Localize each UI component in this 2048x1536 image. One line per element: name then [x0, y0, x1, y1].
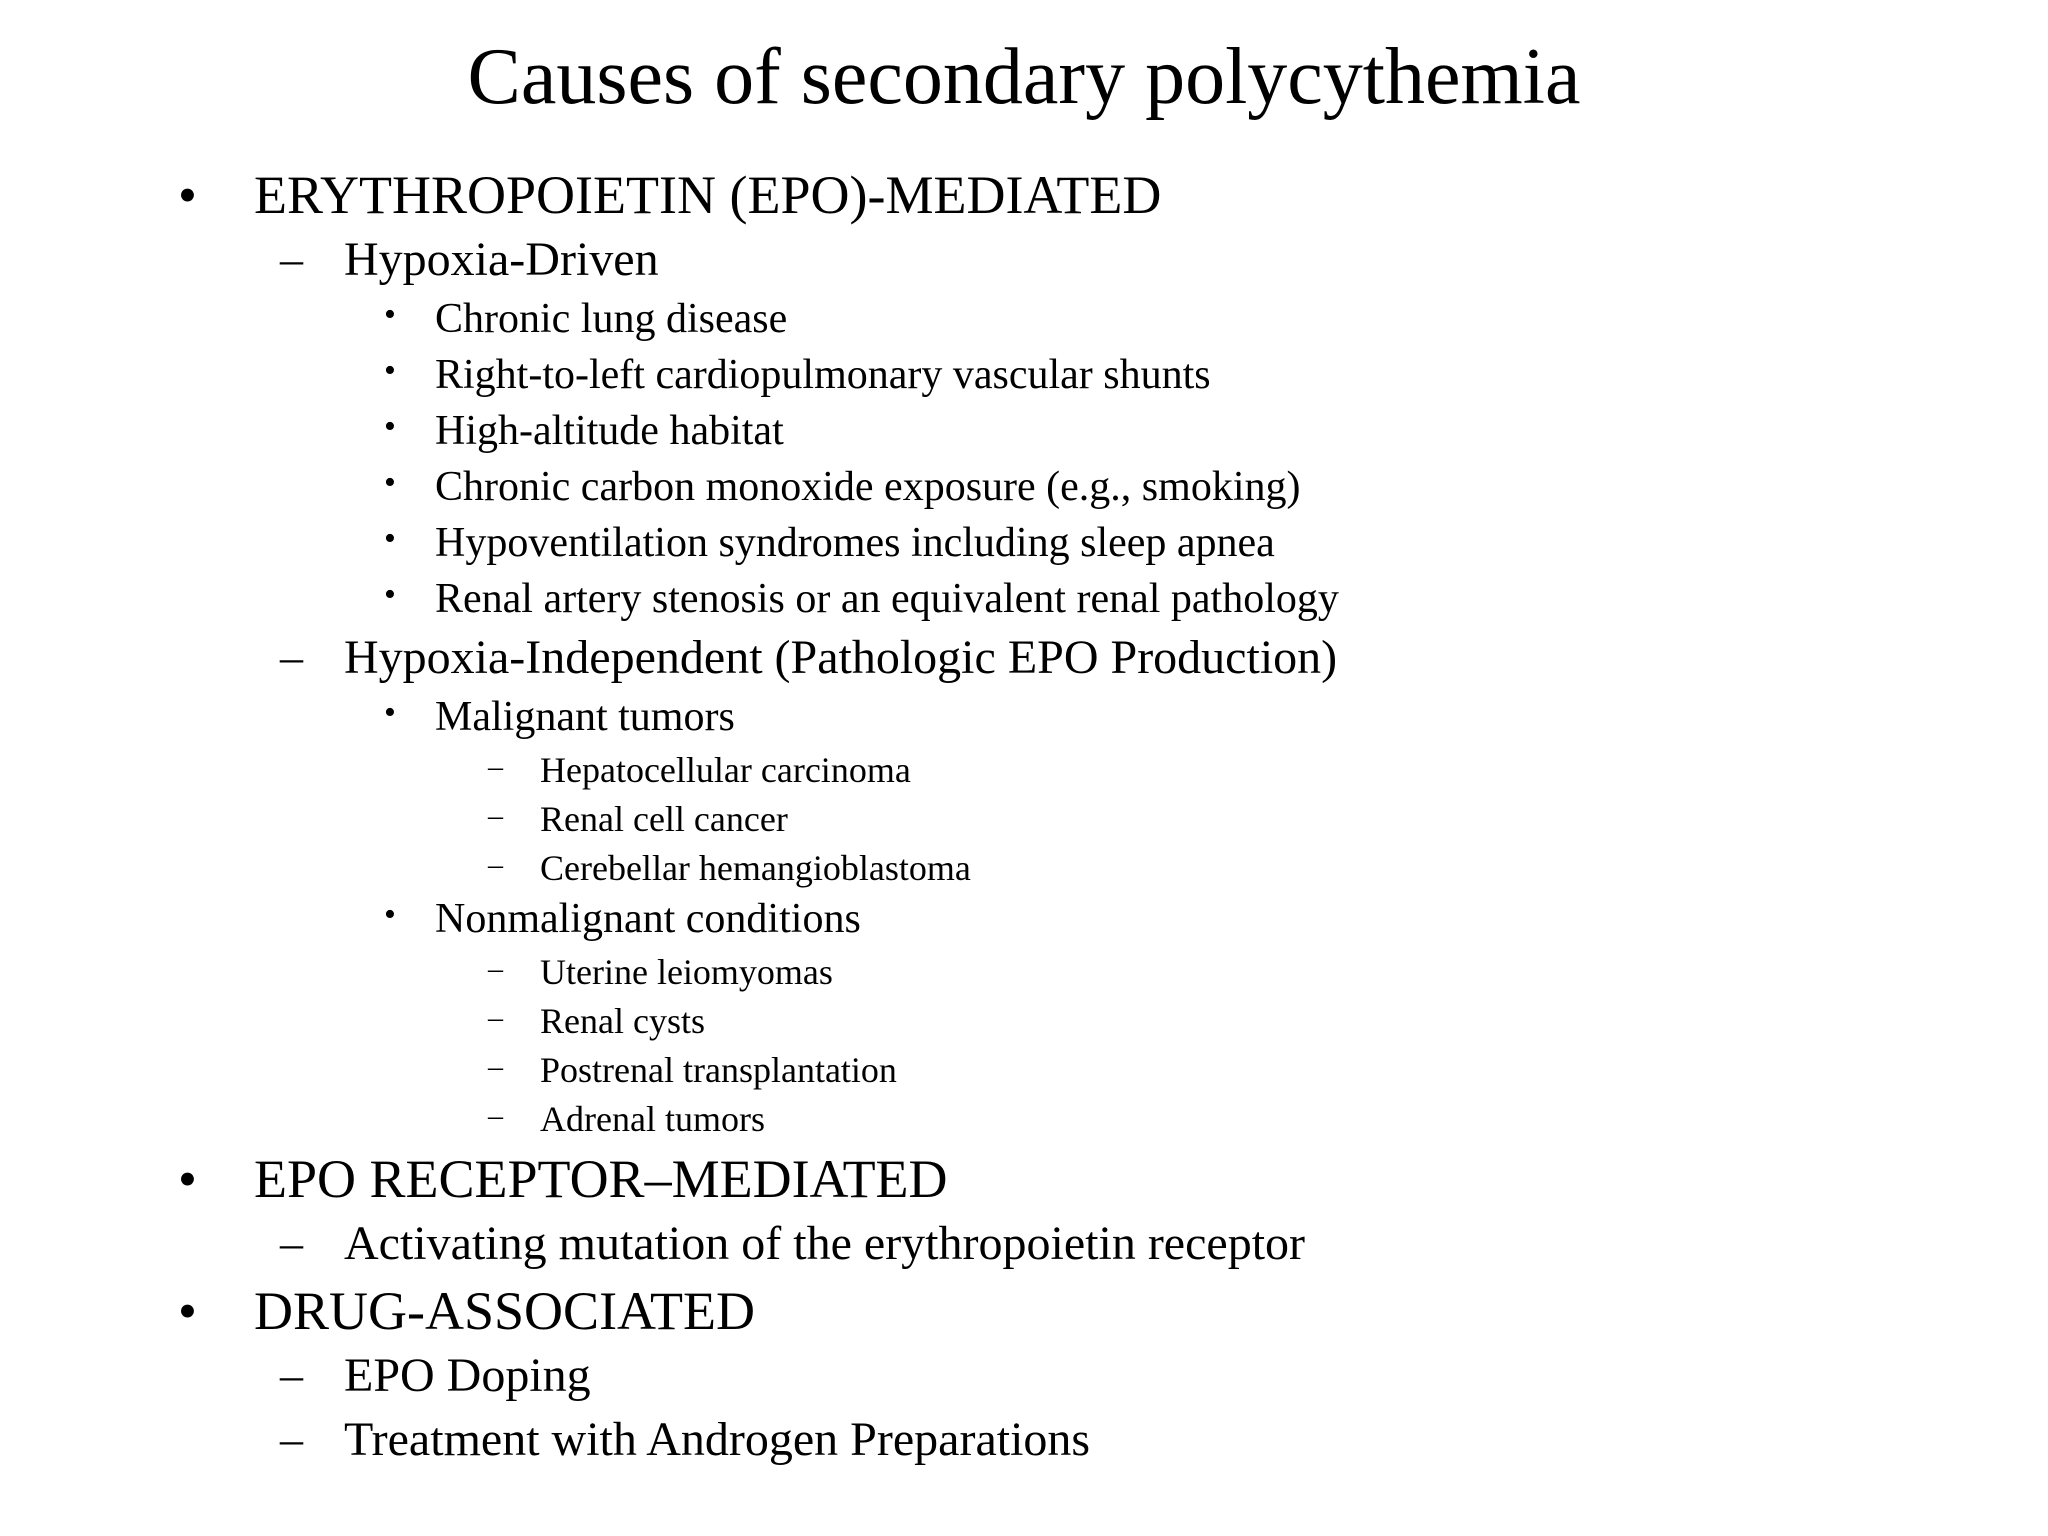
list-item: Hypoventilation syndromes including sleep apnea	[435, 520, 1275, 566]
group-malignant-tumors: Malignant tumors	[435, 694, 735, 740]
bullet-marker: •	[384, 408, 396, 445]
subsection-hypoxia-driven: Hypoxia-Driven	[344, 233, 659, 286]
bullet-marker: •	[178, 1281, 197, 1341]
bullet-marker: •	[384, 896, 396, 933]
dash-marker: –	[488, 1001, 503, 1034]
dash-marker: –	[280, 1413, 303, 1464]
dash-marker: –	[488, 1099, 503, 1132]
list-item: Hepatocellular carcinoma	[540, 750, 911, 790]
list-item: Treatment with Androgen Preparations	[344, 1413, 1091, 1466]
list-item: Renal cysts	[540, 1001, 705, 1041]
list-item: Chronic lung disease	[435, 296, 788, 342]
list-item: Activating mutation of the erythropoietin receptor	[344, 1217, 1306, 1270]
list-item: Renal artery stenosis or an equivalent renal pathology	[435, 576, 1339, 622]
bullet-marker: •	[178, 1149, 197, 1209]
subsection-hypoxia-independent: Hypoxia-Independent (Pathologic EPO Production)	[344, 631, 1338, 684]
list-item: High-altitude habitat	[435, 408, 784, 454]
bullet-marker: •	[384, 296, 396, 333]
bullet-marker: •	[384, 576, 396, 613]
dash-marker: –	[488, 799, 503, 832]
list-item: EPO Doping	[344, 1349, 591, 1402]
list-item: Uterine leiomyomas	[540, 952, 833, 992]
list-item: Postrenal transplantation	[540, 1050, 897, 1090]
list-item: Right-to-left cardiopulmonary vascular shunts	[435, 352, 1211, 398]
list-item: Chronic carbon monoxide exposure (e.g., smoking)	[435, 464, 1301, 510]
dash-marker: –	[280, 631, 303, 682]
bullet-marker: •	[384, 464, 396, 501]
dash-marker: –	[280, 1349, 303, 1400]
bullet-marker: •	[384, 352, 396, 389]
slide-title: Causes of secondary polycythemia	[467, 33, 1581, 121]
list-item: Cerebellar hemangioblastoma	[540, 848, 971, 888]
group-nonmalignant-conditions: Nonmalignant conditions	[435, 896, 861, 942]
dash-marker: –	[488, 750, 503, 783]
dash-marker: –	[488, 952, 503, 985]
section-heading-epo-mediated: ERYTHROPOIETIN (EPO)-MEDIATED	[254, 165, 1162, 225]
bullet-marker: •	[384, 520, 396, 557]
list-item: Adrenal tumors	[540, 1099, 765, 1139]
bullet-marker: •	[384, 694, 396, 731]
dash-marker: –	[488, 1050, 503, 1083]
bullet-marker: •	[178, 165, 197, 225]
dash-marker: –	[280, 233, 303, 284]
section-heading-drug-associated: DRUG-ASSOCIATED	[254, 1281, 756, 1341]
dash-marker: –	[488, 848, 503, 881]
list-item: Renal cell cancer	[540, 799, 788, 839]
section-heading-epo-receptor: EPO RECEPTOR–MEDIATED	[254, 1149, 948, 1209]
dash-marker: –	[280, 1217, 303, 1268]
